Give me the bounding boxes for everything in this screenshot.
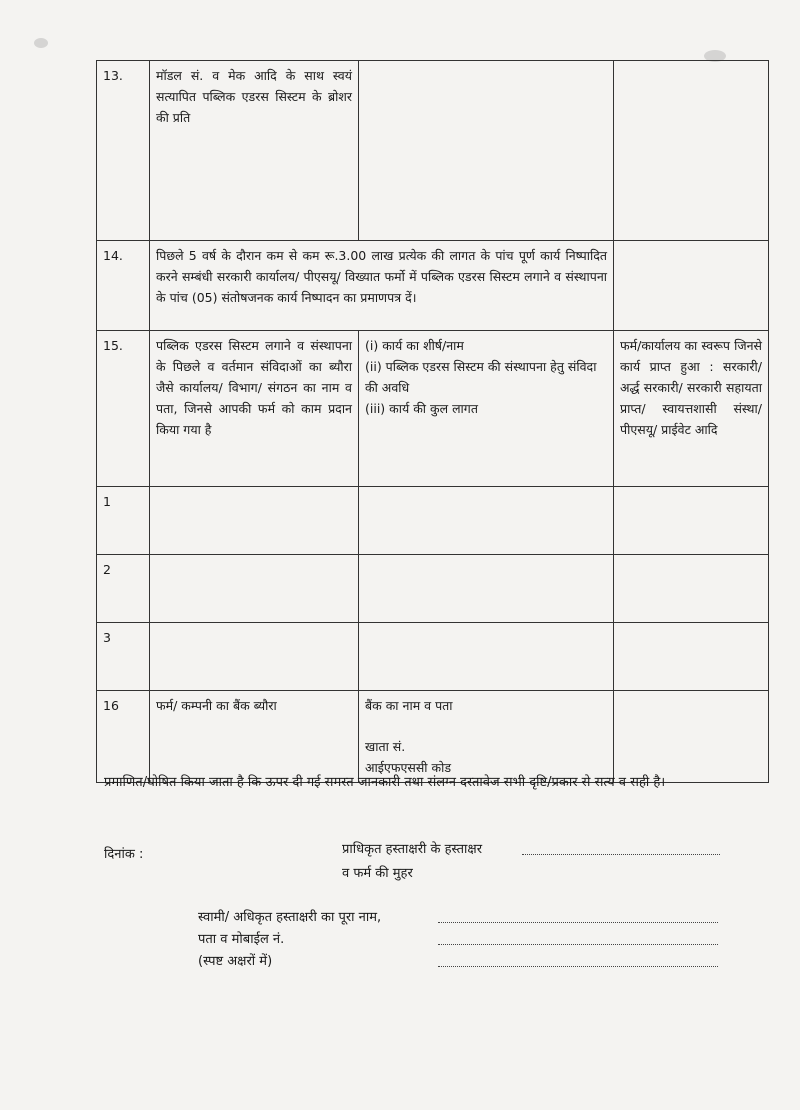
page-smudge (34, 38, 48, 48)
table-row (97, 241, 769, 331)
entry-cell[interactable] (359, 623, 614, 691)
address-label: पता व मोबाईल नं. (198, 932, 285, 947)
row-number: 1 (97, 487, 150, 555)
date-label: दिनांक : (104, 847, 144, 862)
table-row (97, 691, 769, 783)
organisation-nature-cell: फर्म/कार्यालय का स्वरूप जिनसे कार्य प्राप्त हुआ : सरकारी/ अर्द्ध सरकारी/ सरकारी सहायता प्राप्त/ स्वायत्तशासी संस्था/ पीएसयू/ प्राईवेट आदि (614, 331, 769, 487)
row-description: मॉडल सं. व मेक आदि के साथ स्वयं सत्यापित पब्लिक एडरस सिस्टम के ब्रोशर की प्रति (150, 61, 359, 241)
table-row (97, 487, 769, 555)
table-row (97, 623, 769, 691)
bank-details-cell (359, 691, 614, 783)
account-number-label: खाता सं. (365, 739, 406, 754)
declaration-text: प्रमाणित/घोषित किया जाता है कि ऊपर दी गई समस्त जानकारी तथा संलग्न दस्तावेज सभी दृष्टि/प्रकार से सत्य व सही है। (104, 775, 666, 790)
row-description: पिछले 5 वर्ष के दौरान कम से कम रू.3.00 लाख प्रत्येक की लागत के पांच पूर्ण कार्य निष्पादित करने सम्बंधी सरकारी कार्यालय/ पीएसयू/ विख्यात फर्मो में पब्लिक एडरस सिस्टम लगाने व संस्थापना के पांच (05) संतोषजनक कार्य निष्पादन का प्रमाणपत्र दें। (150, 241, 614, 331)
row-description: फर्म/ कम्पनी का बैंक ब्यौरा (150, 691, 359, 783)
ifsc-code-label: आईएफएससी कोड (365, 760, 452, 775)
row-number: 14. (97, 241, 150, 331)
entry-cell[interactable] (150, 555, 359, 623)
fullname-line[interactable] (438, 922, 718, 923)
seal-label: व फर्म की मुहर (342, 866, 413, 881)
entry-cell[interactable] (614, 623, 769, 691)
clear-letters-label: (स्पष्ट अक्षरों में) (198, 954, 273, 969)
address-line[interactable] (438, 944, 718, 945)
row-number: 15. (97, 331, 150, 487)
entry-cell[interactable] (614, 61, 769, 241)
form-table (96, 60, 769, 783)
entry-cell[interactable] (359, 61, 614, 241)
mobile-line[interactable] (438, 966, 718, 967)
entry-cell[interactable] (614, 555, 769, 623)
bank-name-label: बैंक का नाम व पता (365, 698, 453, 713)
detail-item: (ii) पब्लिक एडरस सिस्टम की संस्थापना हेतु संविदा की अवधि (365, 359, 597, 395)
contract-details-cell (359, 331, 614, 487)
table-row (97, 61, 769, 241)
row-number: 3 (97, 623, 150, 691)
detail-item: (i) कार्य का शीर्ष/नाम (365, 338, 464, 353)
entry-cell[interactable] (150, 487, 359, 555)
row-description: पब्लिक एडरस सिस्टम लगाने व संस्थापना के पिछले व वर्तमान संविदाओं का ब्यौरा जैसे कार्यालय/ विभाग/ संगठन का नाम व पता, जिनसे आपकी फर्म को काम प्रदान किया गया है (150, 331, 359, 487)
entry-cell[interactable] (614, 691, 769, 783)
table-row (97, 555, 769, 623)
signature-line[interactable] (522, 854, 720, 855)
entry-cell[interactable] (359, 555, 614, 623)
table-row (97, 331, 769, 487)
signatory-label: प्राधिकृत हस्ताक्षरी के हस्ताक्षर (342, 842, 483, 857)
entry-cell[interactable] (614, 487, 769, 555)
entry-cell[interactable] (150, 623, 359, 691)
row-number: 13. (97, 61, 150, 241)
detail-item: (iii) कार्य की कुल लागत (365, 401, 478, 416)
entry-cell[interactable] (359, 487, 614, 555)
row-number: 2 (97, 555, 150, 623)
row-number: 16 (97, 691, 150, 783)
entry-cell[interactable] (614, 241, 769, 331)
fullname-label: स्वामी/ अधिकृत हस्ताक्षरी का पूरा नाम, (198, 910, 382, 925)
